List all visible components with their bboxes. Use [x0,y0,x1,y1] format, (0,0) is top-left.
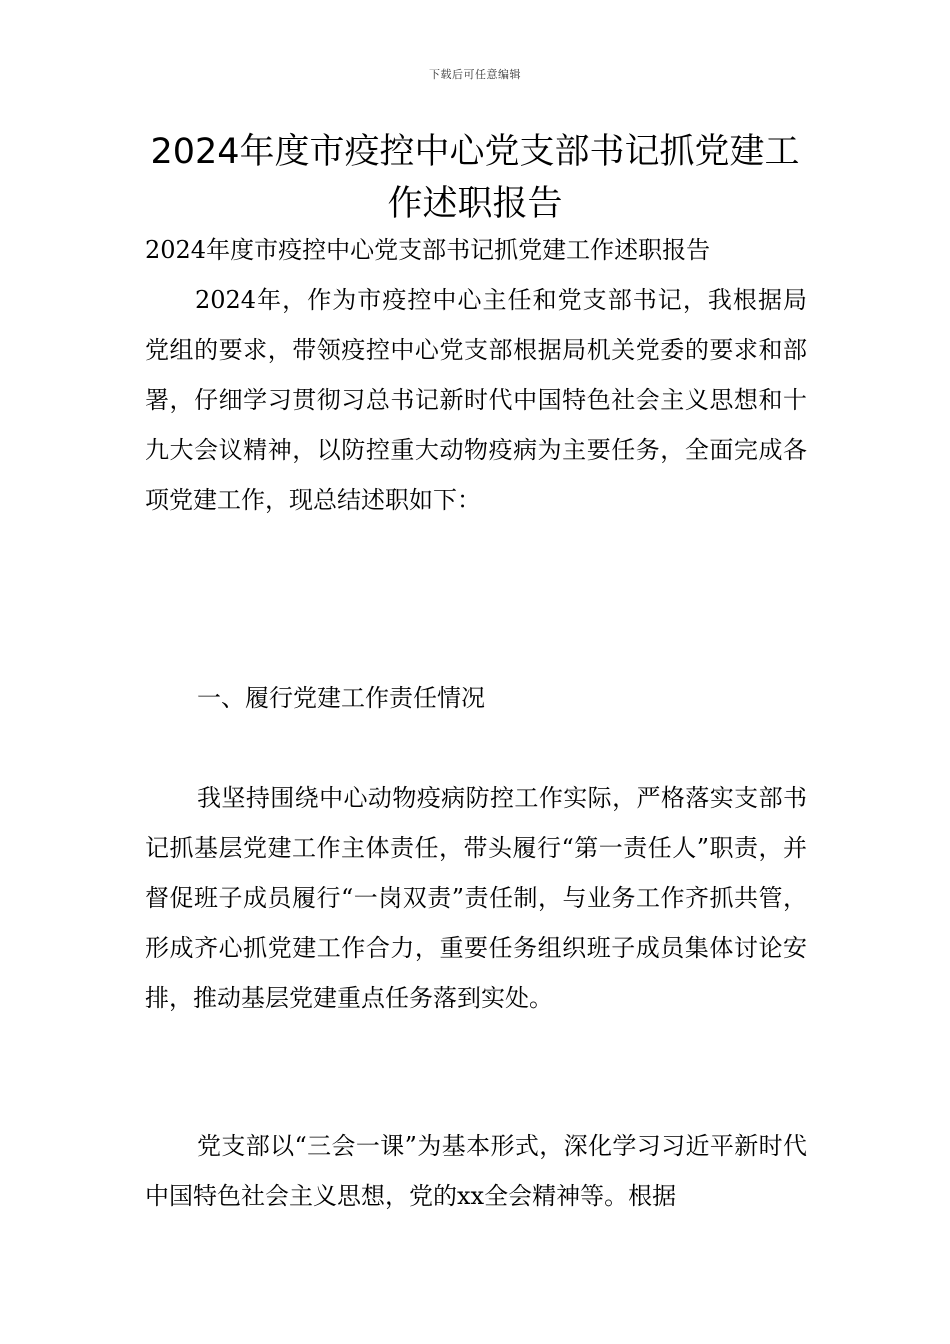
paragraph-intro: 2024年，作为市疫控中心主任和党支部书记，我根据局党组的要求，带领疫控中心党支部根据局机关党委的要求和部署，仔细学习贯彻习总书记新时代中国特色社会主义思想和十九大会议精神，以防控重大动物疫病为主要任务，全面完成各项党建工作，现总结述职如下： [145,286,807,514]
subtitle-line: 2024年度市疫控中心党支部书记抓党建工作述职报告 [145,236,711,264]
paragraph-responsibility: 我坚持围绕中心动物疫病防控工作实际，严格落实支部书记抓基层党建工作主体责任，带头履行“第一责任人”职责，并督促班子成员履行“一岗双责”责任制，与业务工作齐抓共管，形成齐心抓党建工作合力，重要任务组织班子成员集体讨论安排，推动基层党建重点任务落到实处。 [145,784,807,1012]
document-title: 2024年度市疫控中心党支部书记抓党建工作述职报告 [150,132,800,224]
paragraph-study: 党支部以“三会一课”为基本形式，深化学习习近平新时代中国特色社会主义思想，党的xx全会精神等。根据 [145,1132,807,1210]
section-heading: 一、履行党建工作责任情况 [197,684,485,712]
header-note: 下载后可任意编辑 [429,68,521,81]
